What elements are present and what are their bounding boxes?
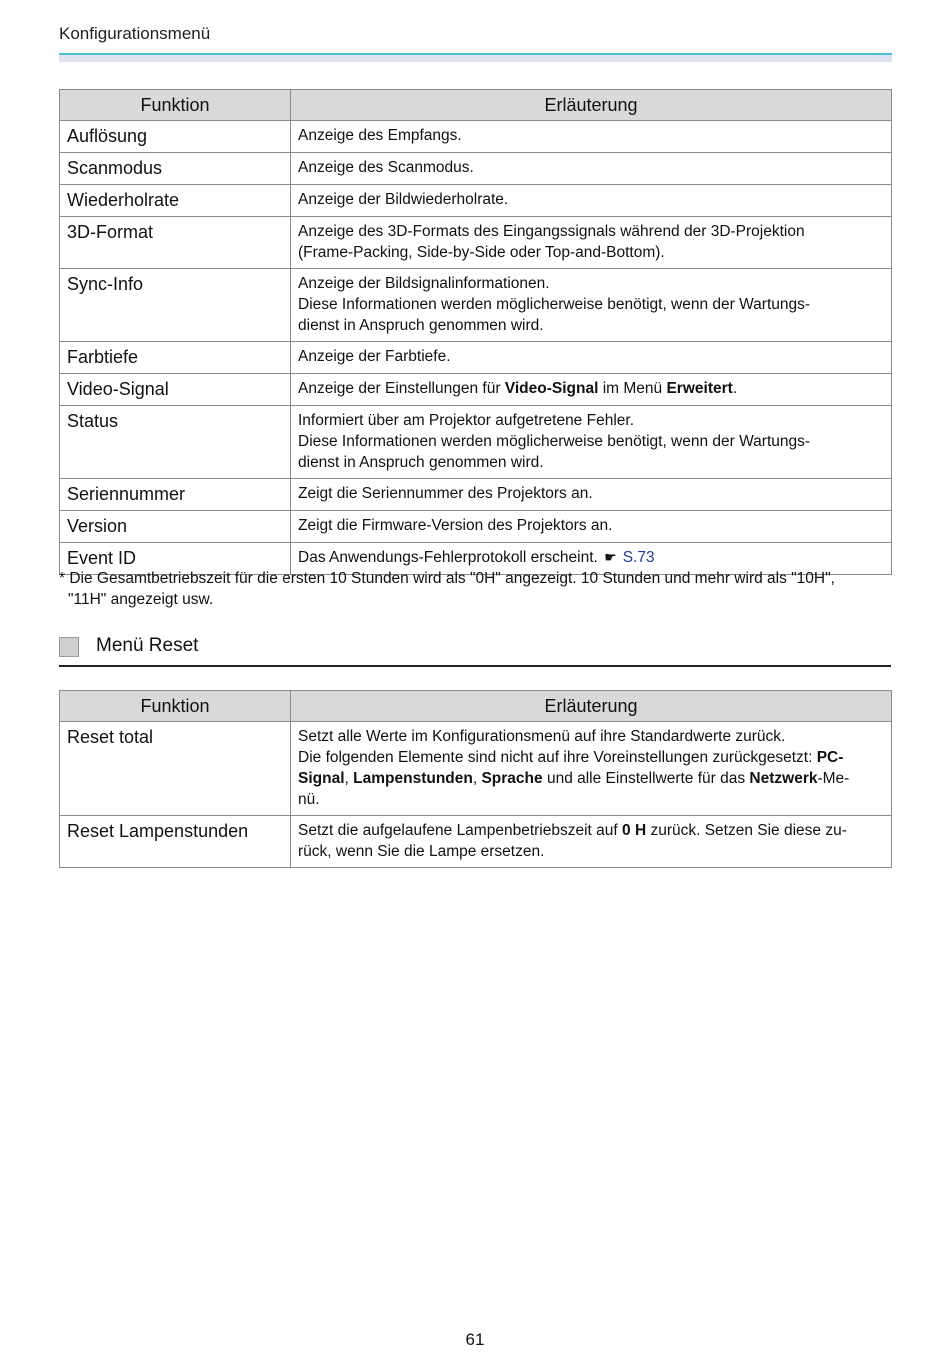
description-text: Das Anwendungs-Fehlerprotokoll erscheint.: [298, 549, 598, 566]
table-row: [60, 217, 892, 269]
function-description: [291, 816, 892, 868]
function-name: Version: [60, 511, 291, 543]
description-line: dienst in Anspruch genommen wird.: [298, 454, 544, 471]
footnote-line: * Die Gesamtbetriebszeit für die ersten 10 Stunden wird als "0H" angezeigt. 10 Stunden und mehr wird als "10H",: [59, 570, 835, 587]
column-header-description: Erläuterung: [291, 90, 892, 121]
running-header-title: Konfigurationsmenü: [59, 24, 211, 43]
description-text: ,: [472, 770, 482, 787]
description-text: nü.: [298, 791, 320, 808]
table-row: [60, 511, 892, 543]
page-reference-link[interactable]: S.73: [622, 549, 655, 566]
table-row: [60, 153, 892, 185]
description-text: und alle Einstellwerte für das: [542, 770, 750, 787]
footnote: [59, 568, 908, 610]
table-row: [60, 406, 892, 479]
description-text: zurück. Setzen Sie diese zu-: [646, 822, 847, 839]
header-rule: [59, 53, 892, 62]
table-row: [60, 269, 892, 342]
footnote-line: "11H" angezeigt usw.: [68, 591, 214, 608]
item-bold: Sprache: [481, 770, 543, 787]
function-name: Auflösung: [60, 121, 291, 153]
function-name: Scanmodus: [60, 153, 291, 185]
function-name: Event ID: [60, 543, 291, 575]
function-name: 3D-Format: [60, 217, 291, 269]
function-name: Wiederholrate: [60, 185, 291, 217]
description-line: (Frame-Packing, Side-by-Side oder Top-and-Bottom).: [298, 244, 665, 261]
function-description: Zeigt die Seriennummer des Projektors an.: [291, 479, 892, 511]
description-line: Anzeige der Bildsignalinformationen.: [298, 275, 550, 292]
menu-name-bold: Erweitert: [666, 380, 733, 397]
table-row: [60, 816, 892, 868]
function-description: Anzeige der Bildwiederholrate.: [291, 185, 892, 217]
item-bold: PC-: [816, 749, 844, 766]
description-text: ,: [344, 770, 354, 787]
table-row: [60, 342, 892, 374]
description-line: Informiert über am Projektor aufgetretene Fehler.: [298, 412, 634, 429]
table-row: [60, 722, 892, 816]
description-text: Setzt die aufgelaufene Lampenbetriebszeit auf: [298, 822, 623, 839]
description-line: Anzeige des 3D-Formats des Eingangssignals während der 3D-Projektion: [298, 223, 805, 240]
column-header-function: Funktion: [60, 691, 291, 722]
table-row: [60, 374, 892, 406]
table-header-row: [60, 691, 892, 722]
function-name: Status: [60, 406, 291, 479]
description-text: im Menü: [598, 380, 667, 397]
function-description: [291, 374, 892, 406]
table-row: [60, 479, 892, 511]
function-description: Anzeige des Scanmodus.: [291, 153, 892, 185]
table-header-row: [60, 90, 892, 121]
table-row: [60, 185, 892, 217]
function-description: Zeigt die Firmware-Version des Projektors an.: [291, 511, 892, 543]
item-bold: Lampenstunden: [353, 770, 473, 787]
description-line: Diese Informationen werden möglicherweise benötigt, wenn der Wartungs-: [298, 296, 811, 313]
item-bold: Signal: [298, 770, 345, 787]
function-name: Video-Signal: [60, 374, 291, 406]
description-text: .: [732, 380, 738, 397]
description-line: dienst in Anspruch genommen wird.: [298, 317, 544, 334]
function-description: [291, 406, 892, 479]
description-text: Anzeige der Einstellungen für: [298, 380, 505, 397]
column-header-function: Funktion: [60, 90, 291, 121]
value-bold: 0 H: [622, 822, 647, 839]
section-title: Menü Reset: [96, 635, 199, 656]
table-row: [60, 121, 892, 153]
function-name: Farbtiefe: [60, 342, 291, 374]
reset-menu-table: [59, 690, 892, 868]
description-line: Diese Informationen werden möglicherweise benötigt, wenn der Wartungs-: [298, 433, 811, 450]
column-header-description: Erläuterung: [291, 691, 892, 722]
menu-name-bold: Video-Signal: [504, 380, 599, 397]
function-description: [291, 217, 892, 269]
description-text: Die folgenden Elemente sind nicht auf ihre Voreinstellungen zurückgesetzt:: [298, 749, 817, 766]
function-description: [291, 722, 892, 816]
description-text: -Me-: [817, 770, 850, 787]
function-name: Reset Lampenstunden: [60, 816, 291, 868]
function-name: Sync-Info: [60, 269, 291, 342]
status-info-table: [59, 89, 892, 575]
function-description: Anzeige der Farbtiefe.: [291, 342, 892, 374]
square-bullet-icon: [59, 637, 79, 657]
function-name: Reset total: [60, 722, 291, 816]
section-heading: [59, 634, 891, 667]
description-text: rück, wenn Sie die Lampe ersetzen.: [298, 843, 545, 860]
page-number: 61: [465, 1330, 485, 1349]
function-name: Seriennummer: [60, 479, 291, 511]
function-description: Anzeige des Empfangs.: [291, 121, 892, 153]
function-description: [291, 269, 892, 342]
pointing-hand-icon: ☛: [604, 549, 617, 565]
description-line: Setzt alle Werte im Konfigurationsmenü auf ihre Standardwerte zurück.: [298, 728, 786, 745]
item-bold: Netzwerk: [749, 770, 818, 787]
